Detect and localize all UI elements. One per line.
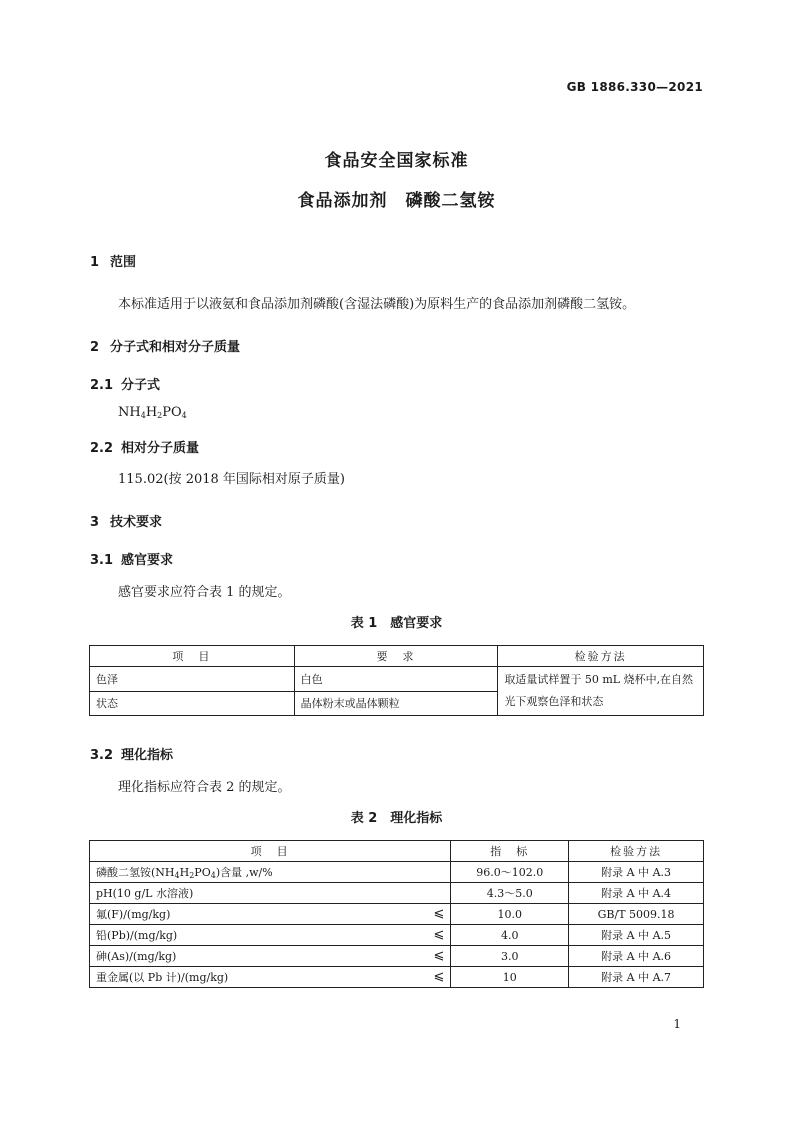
section-number: 2 — [90, 340, 100, 355]
section-number: 3.1 — [90, 553, 114, 568]
scope-text: 本标准适用于以液氨和食品添加剂磷酸(含湿法磷酸)为原料生产的食品添加剂磷酸二氢铵。 — [118, 297, 636, 312]
table-cell: 3.0 — [451, 946, 569, 967]
table-row — [90, 904, 704, 925]
section-number: 2.1 — [90, 378, 114, 393]
table-cell: 重金属(以 Pb 计)/(mg/kg) ⩽ — [90, 967, 451, 988]
section-title: 理化指标 — [121, 748, 174, 763]
sensory-table — [89, 645, 704, 716]
table-row — [90, 667, 704, 692]
section-title: 感官要求 — [121, 553, 174, 568]
table-cell: 10 — [451, 967, 569, 988]
table-cell: 色泽 — [90, 667, 295, 692]
table-header: 指 标 — [451, 841, 569, 862]
table-cell: 附录 A 中 A.7 — [569, 967, 704, 988]
table-2-caption: 表 2 理化指标 — [350, 811, 443, 826]
table-row — [90, 862, 704, 883]
table-cell: 氟(F)/(mg/kg) ⩽ — [90, 904, 451, 925]
section-title: 相对分子质量 — [121, 441, 200, 456]
table-header: 要 求 — [294, 646, 498, 667]
section-1-heading — [90, 251, 136, 270]
table-header: 项 目 — [90, 841, 451, 862]
table-cell: 附录 A 中 A.4 — [569, 883, 704, 904]
section-number: 1 — [90, 255, 100, 270]
table-cell: 取适量试样置于 50 mL 烧杯中,在自然光下观察色泽和状态 — [498, 667, 704, 716]
section-number: 3 — [90, 515, 100, 530]
section-2-1-heading — [90, 374, 160, 393]
section-title: 范围 — [110, 255, 137, 270]
table-header: 检验方法 — [569, 841, 704, 862]
physchem-table — [89, 840, 704, 988]
molecular-formula: $NH_4H_2PO_4$ — [118, 405, 187, 420]
section-3-heading — [90, 511, 162, 530]
table-row — [90, 967, 704, 988]
table-cell: 铅(Pb)/(mg/kg) ⩽ — [90, 925, 451, 946]
table-cell: pH(10 g/L 水溶液) — [90, 883, 451, 904]
physchem-text: 理化指标应符合表 2 的规定。 — [118, 780, 291, 795]
table-cell: 附录 A 中 A.3 — [569, 862, 704, 883]
table-header: 检验方法 — [498, 646, 704, 667]
table-cell: 附录 A 中 A.5 — [569, 925, 704, 946]
table-row — [90, 925, 704, 946]
molecular-mass-text: 115.02(按 2018 年国际相对原子质量) — [118, 472, 345, 487]
section-number: 3.2 — [90, 748, 114, 763]
table-cell: 96.0～102.0 — [451, 862, 569, 883]
document-title: 食品安全国家标准 — [324, 151, 469, 171]
table-cell: 10.0 — [451, 904, 569, 925]
sensory-text: 感官要求应符合表 1 的规定。 — [118, 585, 291, 600]
section-number: 2.2 — [90, 441, 114, 456]
table-cell: GB/T 5009.18 — [569, 904, 704, 925]
table-cell: 白色 — [294, 667, 498, 692]
section-title: 技术要求 — [110, 515, 163, 530]
table-cell: 磷酸二氢铵$(NH_4H_2PO_4)$含量 ,w/% — [90, 862, 451, 883]
table-cell: 附录 A 中 A.6 — [569, 946, 704, 967]
table-cell: 4.3～5.0 — [451, 883, 569, 904]
table-cell: 4.0 — [451, 925, 569, 946]
section-3-2-heading — [90, 744, 173, 763]
section-title: 分子式 — [121, 378, 161, 393]
table-1-caption: 表 1 感官要求 — [350, 616, 443, 631]
section-2-2-heading — [90, 437, 199, 456]
section-title: 分子式和相对分子质量 — [110, 340, 241, 355]
table-cell: 砷(As)/(mg/kg) ⩽ — [90, 946, 451, 967]
section-3-1-heading — [90, 549, 173, 568]
table-row — [90, 946, 704, 967]
document-subtitle: 食品添加剂 磷酸二氢铵 — [297, 191, 496, 211]
table-cell: 状态 — [90, 691, 295, 716]
page-number: 1 — [673, 1017, 681, 1031]
table-cell: 晶体粉末或晶体颗粒 — [294, 691, 498, 716]
table-header: 项 目 — [90, 646, 295, 667]
section-2-heading — [90, 336, 240, 355]
table-row — [90, 883, 704, 904]
standard-code: GB 1886.330—2021 — [566, 80, 703, 94]
